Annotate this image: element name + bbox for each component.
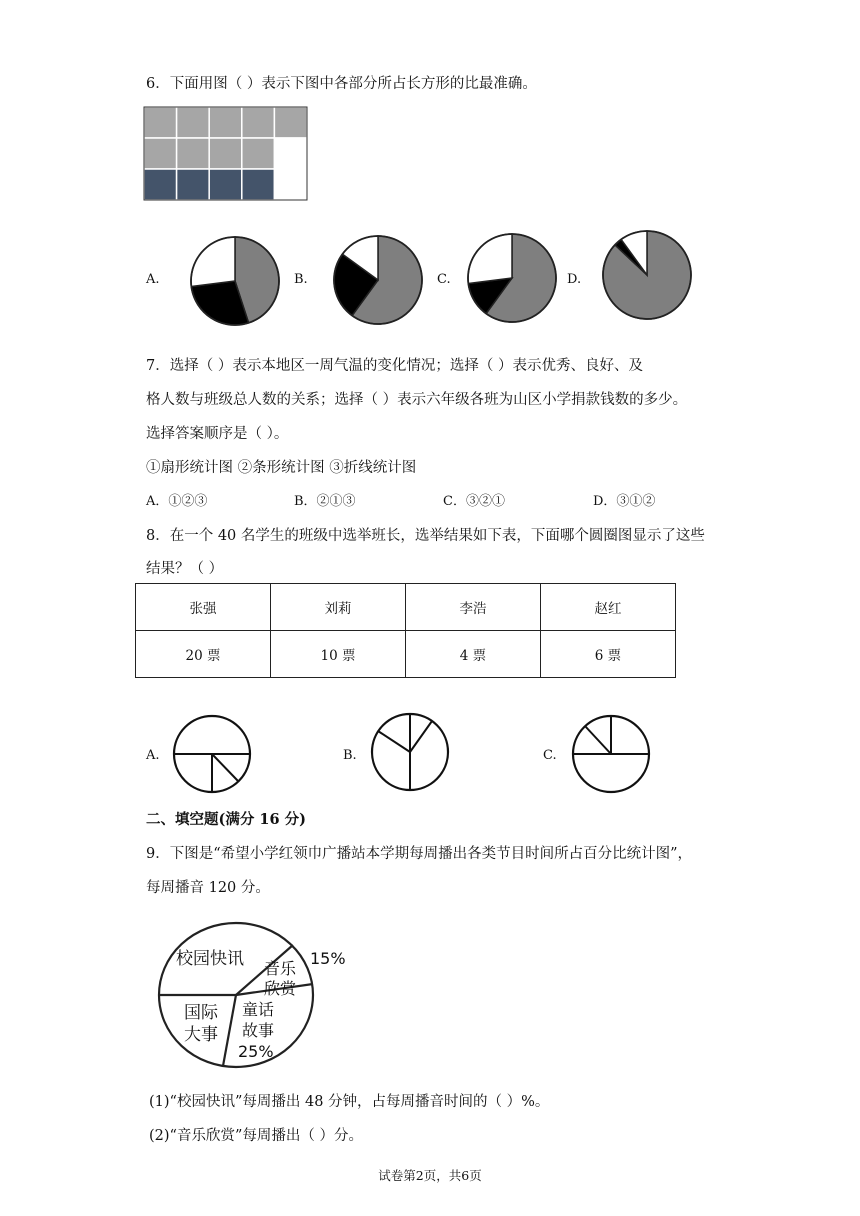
q7-chart-types: ①扇形统计图 ②条形统计图 ③折线统计图 (146, 460, 417, 476)
table-row (136, 631, 676, 678)
q6-option-b-pie (331, 233, 425, 327)
q6-option-b-letter: B. (294, 272, 308, 287)
pie-label-music-1: 音乐 (264, 959, 297, 978)
q6-option-a-pie (188, 234, 282, 328)
q9-line-1: 9．下图是“希望小学红领巾广播站本学期每周播出各类节目时间所占百分比统计图”， (146, 846, 693, 862)
grid-cell-light-gray (177, 107, 210, 138)
grid-cell-light-gray (177, 138, 210, 169)
grid-cell-light-gray (242, 138, 275, 169)
q7-option-a: A．①②③ (146, 494, 208, 509)
pie-label-music-pct: 15% (310, 949, 346, 968)
pie-label-intl-2: 大事 (184, 1025, 218, 1045)
table-cell-name: 赵红 (541, 584, 676, 631)
q7-line-3: 选择答案顺序是（ ）。 (146, 426, 289, 442)
pie-label-music-2: 欣赏 (264, 979, 297, 998)
table-cell-name: 刘莉 (271, 584, 406, 631)
q9-sub-2: (2)“音乐欣赏”每周播出（ ）分。 (149, 1128, 363, 1144)
grid-cell-dark-blue (177, 169, 210, 200)
pie-slice-white (191, 237, 235, 287)
q8-line-2: 结果？（ ） (146, 561, 224, 577)
q7-option-c: C．③②① (443, 494, 505, 509)
q9-pie-chart (152, 912, 362, 1080)
q8-option-b-circle (369, 711, 451, 793)
q6-option-c-pie (465, 231, 559, 325)
table-cell-name: 李浩 (406, 584, 541, 631)
grid-cell-dark-blue (209, 169, 242, 200)
q9-line-2: 每周播音 120 分。 (146, 880, 270, 896)
section-2-title: 二、填空题(满分 16 分) (146, 811, 306, 828)
q7-option-d: D．③①② (593, 494, 656, 509)
q7-line-1: 7．选择（ ）表示本地区一周气温的变化情况；选择（ ）表示优秀、良好、及 (146, 358, 643, 374)
table-cell-name: 张强 (136, 584, 271, 631)
q8-option-c-circle (570, 713, 652, 795)
grid-cell-light-gray (274, 107, 307, 138)
grid-cell-light-gray (209, 138, 242, 169)
pie-label-story-pct: 25% (238, 1042, 274, 1061)
q6-option-c-letter: C. (437, 272, 451, 287)
q6-option-a-letter: A. (146, 272, 160, 287)
grid-cell-light-gray (209, 107, 242, 138)
pie-label-news: 校园快讯 (176, 949, 244, 969)
pie-label-story-2: 故事 (242, 1021, 275, 1040)
table-cell-votes: 10 票 (271, 631, 406, 678)
grid-cell-light-gray (144, 138, 177, 169)
table-cell-votes: 4 票 (406, 631, 541, 678)
table-cell-votes: 20 票 (136, 631, 271, 678)
q6-stem: 6．下面用图（ ）表示下图中各部分所占长方形的比最准确。 (146, 76, 537, 92)
pie-label-intl-1: 国际 (184, 1003, 218, 1023)
page-footer: 试卷第2页，共6页 (378, 1168, 482, 1183)
grid-cell-dark-blue (242, 169, 275, 200)
table-row (136, 584, 676, 631)
grid-cell-white (274, 169, 307, 200)
pie-slice-white (468, 234, 512, 284)
q8-vote-table (135, 583, 676, 678)
grid-cell-white (274, 138, 307, 169)
pie-label-story-1: 童话 (242, 1000, 275, 1019)
grid-cell-light-gray (144, 107, 177, 138)
grid-cell-dark-blue (144, 169, 177, 200)
q8-line-1: 8．在一个 40 名学生的班级中选举班长，选举结果如下表，下面哪个圆圈图显示了这些 (146, 528, 705, 544)
q6-grid-figure (143, 106, 308, 201)
q8-option-a-letter: A. (146, 748, 160, 763)
q8-option-c-letter: C. (543, 748, 557, 763)
q8-option-a-circle (171, 713, 253, 795)
q7-line-2: 格人数与班级总人数的关系；选择（ ）表示六年级各班为山区小学捐款钱数的多少。 (146, 392, 688, 408)
q7-option-b: B．②①③ (294, 494, 356, 509)
grid-cell-light-gray (242, 107, 275, 138)
table-cell-votes: 6 票 (541, 631, 676, 678)
q6-option-d-pie (600, 228, 694, 322)
q6-option-d-letter: D. (567, 272, 582, 287)
q8-option-b-letter: B. (343, 748, 357, 763)
q9-sub-1: (1)“校园快讯”每周播出 48 分钟，占每周播音时间的（ ）%。 (149, 1094, 550, 1110)
pie-divider (223, 995, 236, 1066)
